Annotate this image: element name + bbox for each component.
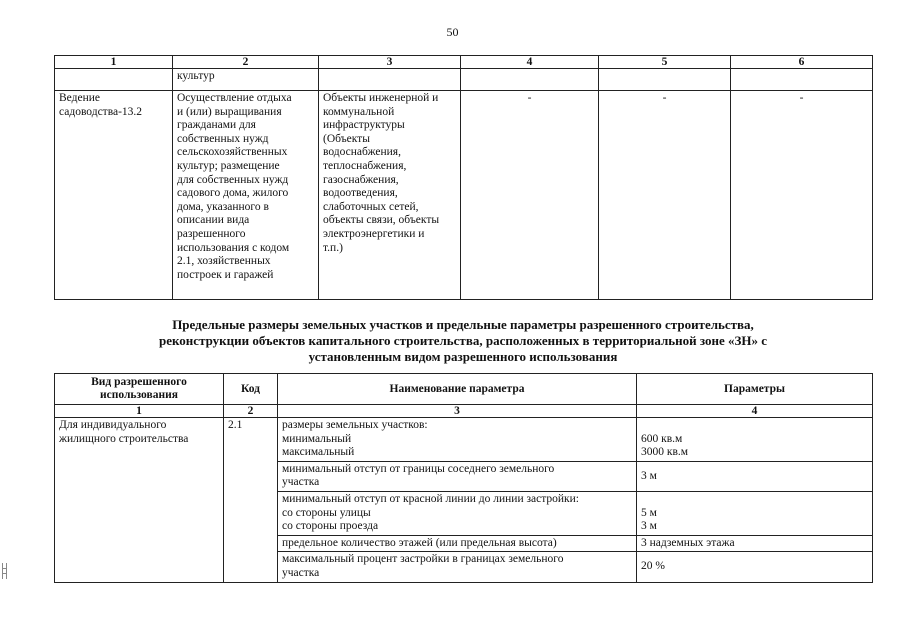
text-line: минимальный: [282, 432, 352, 445]
text-line: построек и гаражей: [177, 268, 274, 281]
text-line: 2.1, хозяйственных: [177, 255, 271, 268]
text-line: садового дома, жилого: [177, 187, 289, 200]
table-row: [55, 418, 873, 462]
text-line: газоснабжения,: [323, 173, 399, 186]
text-line: теплоснабжения,: [323, 159, 407, 172]
empty-cell: [55, 69, 173, 91]
text-line: 600 кв.м: [641, 432, 683, 445]
text-line: водоотведения,: [323, 187, 398, 200]
text-line: со стороны улицы: [282, 506, 371, 519]
column-number: 6: [731, 56, 873, 69]
text-line: 20 %: [641, 560, 665, 573]
empty-cell: [461, 69, 599, 91]
column-number-row: [55, 405, 873, 418]
param-value-cell: [637, 552, 873, 582]
text-line: максимальный: [282, 446, 355, 459]
text-line: дома, указанного в: [177, 200, 269, 213]
text-line: собственных нужд: [177, 132, 269, 145]
column-number: 1: [55, 405, 224, 418]
text-line: Ведение: [59, 92, 100, 104]
dash-cell: -: [461, 91, 599, 300]
param-value-cell: [637, 535, 873, 552]
empty-cell: [599, 69, 731, 91]
column-number: 5: [599, 56, 731, 69]
text-line: т.п.): [323, 241, 343, 254]
text-line: гражданами для: [177, 119, 256, 132]
text-line: [641, 493, 868, 507]
header-param-name: Наименование параметра: [278, 374, 637, 405]
column-number: 4: [461, 56, 599, 69]
section-title: [54, 317, 872, 365]
page-number: 50: [446, 25, 459, 39]
column-number: 2: [173, 56, 319, 69]
column-number: 3: [278, 405, 637, 418]
text-line: садоводства-13.2: [59, 105, 143, 118]
text-line: слаботочных сетей,: [323, 200, 419, 213]
param-name-cell: [278, 491, 637, 535]
text-line: Вид разрешенного: [91, 376, 187, 388]
land-use-table-continued: [54, 55, 873, 300]
param-name-cell: [278, 552, 637, 582]
text-line: культур; размещение: [177, 159, 280, 172]
text-line: минимальный отступ от красной линии до линии застройки:: [282, 492, 579, 505]
param-value-cell: [637, 491, 873, 535]
text-line: участка: [282, 476, 320, 489]
text-line: максимальный процент застройки в границах земельного: [282, 553, 564, 566]
text-line: 3 м: [641, 469, 657, 482]
text-line: 3000 кв.м: [641, 446, 689, 459]
text-line: водоснабжения,: [323, 146, 401, 159]
text-line: участка: [282, 566, 320, 579]
text-line: 3 надземных этажа: [641, 536, 735, 549]
continuation-row: [55, 69, 873, 91]
text-line: сельскохозяйственных: [177, 146, 288, 159]
header-code: Код: [224, 374, 278, 405]
parameters-table: [54, 373, 873, 583]
text-line: для собственных нужд: [177, 173, 289, 186]
code-cell: 2.1: [224, 418, 278, 583]
header-params: Параметры: [637, 374, 873, 405]
dash-cell: -: [599, 91, 731, 300]
empty-cell: [319, 69, 461, 91]
text-line: реконструкции объектов капитального строительства, расположенных в территориальной зоне «ЗН» с: [158, 333, 768, 348]
text-line: описании вида: [177, 214, 250, 227]
column-number: 2: [224, 405, 278, 418]
text-line: коммунальной: [323, 105, 395, 118]
text-line: размеры земельных участков:: [282, 419, 428, 431]
dash-cell: -: [731, 91, 873, 300]
description-cell: [173, 91, 319, 300]
text-line: инфраструктуры: [323, 119, 405, 132]
header-use-type: [55, 374, 224, 405]
text-line: объекты связи, объекты: [323, 214, 440, 227]
text-line: [641, 419, 868, 433]
text-line: минимальный отступ от границы соседнего земельного: [282, 462, 555, 475]
text-line: установленным видом разрешенного использования: [308, 349, 618, 364]
continuation-text: культур: [173, 69, 319, 91]
scan-edge-mark: [2, 563, 7, 579]
text-line: разрешенного: [177, 227, 246, 240]
text-line: Объекты инженерной и: [323, 92, 439, 104]
use-type-cell: [55, 418, 224, 583]
text-line: 3 м: [641, 520, 657, 533]
column-number: 1: [55, 56, 173, 69]
text-line: Предельные размеры земельных участков и предельные параметры разрешенного строительства,: [172, 317, 754, 332]
text-line: 5 м: [641, 506, 657, 519]
param-value-cell: [637, 461, 873, 491]
param-name-cell: [278, 461, 637, 491]
text-line: Для индивидуального: [59, 419, 167, 431]
text-line: использования: [100, 389, 178, 401]
use-type-cell: [55, 91, 173, 300]
empty-cell: [731, 69, 873, 91]
table-row: [55, 91, 873, 300]
text-line: использования с кодом: [177, 241, 290, 254]
text-line: электроэнергетики и: [323, 227, 425, 240]
column-number: 4: [637, 405, 873, 418]
text-line: со стороны проезда: [282, 520, 379, 533]
text-line: Осуществление отдыха: [177, 92, 292, 104]
text-line: (Объекты: [323, 132, 370, 145]
param-name-cell: [278, 418, 637, 462]
column-number-row: [55, 56, 873, 69]
text-line: предельное количество этажей (или предельная высота): [282, 536, 557, 549]
column-number: 3: [319, 56, 461, 69]
text-line: жилищного строительства: [59, 432, 189, 445]
parameters-header-row: [55, 374, 873, 405]
objects-cell: [319, 91, 461, 300]
text-line: и (или) выращивания: [177, 105, 282, 118]
param-value-cell: [637, 418, 873, 462]
param-name-cell: [278, 535, 637, 552]
